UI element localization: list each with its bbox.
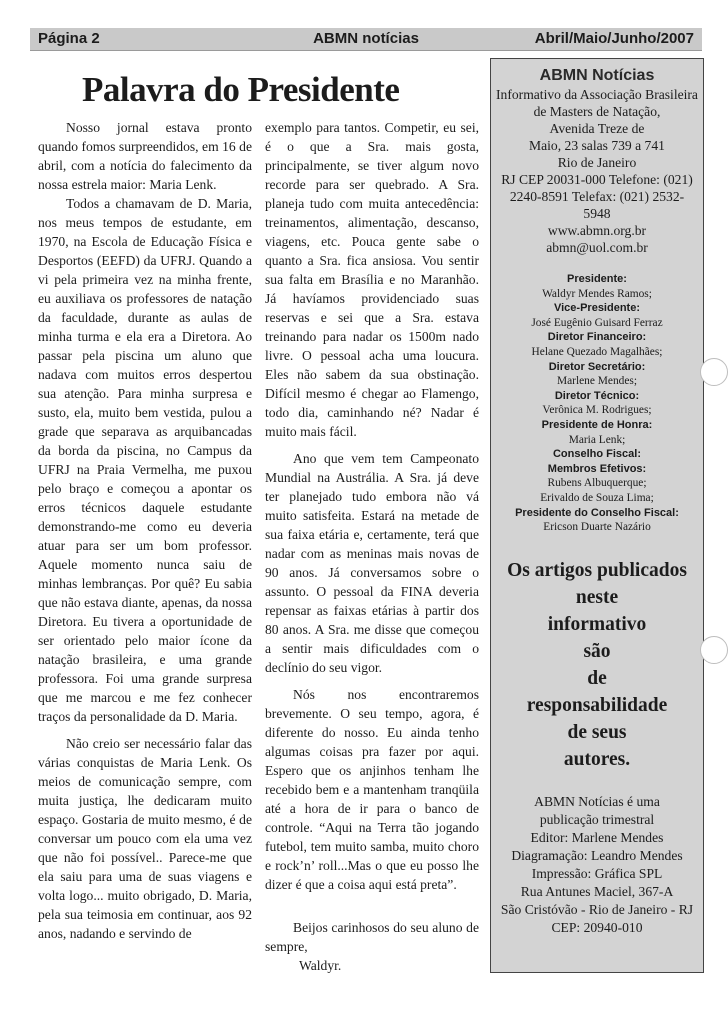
staff-name: Waldyr Mendes Ramos; [542, 287, 652, 300]
article-paragraph: Nós nos encontraremos brevemente. O seu tempo, agora, é diferente do nosso. Eu ainda tenho algumas coisas pra fazer por aqui. Espero que os anjinhos tenham lhe recebido bem e a mantenham tranqüila até a hora de ir para o banco de controle. “Aqui na Terra tão jogando futebol, tem muito samba, muito choro e rock’n’ roll...Mas o que eu posso lhe dizer é que a coisa aqui está preta”. [265, 687, 479, 892]
staff-name: José Eugênio Guisard Ferraz [531, 316, 663, 329]
credit-line: São Cristóvão - Rio de Janeiro - RJ [500, 901, 694, 917]
credit-line: Impressão: Gráfica SPL [531, 865, 663, 881]
staff-role: Membros Efetivos: [547, 462, 647, 475]
credit-line: publicação trimestral [539, 811, 655, 827]
staff-name: Helane Quezado Magalhães; [531, 345, 663, 358]
staff-role: Conselho Fiscal: [552, 448, 642, 461]
article-title: Palavra do Presidente [82, 70, 400, 109]
staff-role: Presidente do Conselho Fiscal: [515, 506, 679, 519]
sidebar-contact [491, 86, 703, 256]
staff-role: Presidente de Honra: [541, 418, 653, 431]
notice-line: autores. [563, 748, 631, 770]
article-paragraph: exemplo para tantos. Competir, eu sei, é o que a Sra. mais gosta, principalmente, se tiver algum novo recorde para ser quebrado. A Sra. planeja tudo com muita antecedência: treinamentos, alimentação, descanso, viagens, etc. Pouca gente sabe o quanto a Sra. fica ansiosa. Vou sentir sua falta em Brasília e no Maranhão. Já havíamos providenciado suas reservas e sei que a Sra. estava treinando para nadar os 1500m nado livre. O pessoal acha uma loucura. Eles não sabem da sua obstinação. Difícil mesmo é chegar ao Flamengo, todo dia, caminhando né? Nadar é muito mais fácil. [265, 120, 479, 439]
staff-role: Vice-Presidente: [553, 302, 640, 315]
contact-line: Maio, 23 salas 739 a 741 [529, 138, 665, 153]
notice-line: são [583, 640, 611, 662]
staff-name: Maria Lenk; [568, 433, 626, 446]
contact-line: 5948 [583, 206, 611, 221]
staff-name: Marlene Mendes; [556, 375, 638, 388]
credit-line: ABMN Notícias é uma [534, 793, 660, 809]
website: www.abmn.org.br [547, 223, 647, 238]
notice-line: responsabilidade [526, 694, 668, 716]
punch-hole [700, 636, 728, 664]
email: abmn@uol.com.br [546, 240, 648, 255]
staff-list [491, 272, 703, 535]
staff-name: Erivaldo de Souza Lima; [540, 491, 654, 504]
contact-line: Informativo da Associação Brasileira [496, 87, 698, 102]
notice-line: neste [575, 586, 619, 608]
disclaimer-notice [491, 557, 703, 773]
contact-line: RJ CEP 20031-000 Telefone: (021) [501, 172, 693, 187]
staff-role: Diretor Técnico: [554, 389, 640, 402]
article-column-middle [265, 118, 479, 975]
masthead-sidebar [490, 58, 704, 973]
staff-role: Diretor Financeiro: [547, 331, 647, 344]
credit-line: CEP: 20940-010 [551, 919, 643, 935]
page-header [30, 28, 702, 51]
contact-line: de Masters de Natação, [533, 104, 661, 119]
page-number: Página 2 [38, 30, 100, 47]
contact-line: Rio de Janeiro [557, 155, 637, 170]
punch-hole [700, 358, 728, 386]
article-paragraph: Nosso jornal estava pronto quando fomos surpreendidos, em 16 de abril, com a notícia do falecimento da nossa estrela maior: Maria Lenk. [38, 120, 252, 192]
article-paragraph: Não creio ser necessário falar das várias conquistas de Maria Lenk. Os meios de comunicação sempre, com muita justiça, lhe dedicaram muito espaço. Gostaria de muito mesmo, é de conversar um pouco com ela uma vez que não foi possível.. Parece-me que ela saiu para uma de suas viagens e volta logo... muito obrigado, D. Maria, pela sua teimosia em continuar, aos 92 anos, nadando e servindo de [38, 736, 252, 941]
staff-role: Presidente: [567, 273, 627, 285]
article-signature: Waldyr. [299, 958, 342, 973]
article-column-left [38, 118, 252, 943]
contact-line: Avenida Treze de [549, 121, 645, 136]
notice-line: de seus [567, 721, 627, 743]
credit-line: Rua Antunes Maciel, 367-A [520, 883, 674, 899]
staff-role: Diretor Secretário: [548, 360, 646, 373]
publication-name: ABMN notícias [313, 30, 419, 47]
staff-name: Verônica M. Rodrigues; [542, 404, 652, 417]
credit-line: Diagramação: Leandro Mendes [511, 847, 683, 863]
issue-date: Abril/Maio/Junho/2007 [534, 30, 694, 47]
credit-line: Editor: Marlene Mendes [530, 829, 664, 845]
article-paragraph: Ano que vem tem Campeonato Mundial na Austrália. A Sra. já deve ter planejado tudo embora não vá muito satisfeita. Estará na metade de sua faixa etária e, certamente, terá que nadar com as meninas mais novas de 90 anos. Já conversamos sobre o assunto. O pessoal da FINA deveria repensar as faixas etárias à partir dos 80 anos. A Sra. me disse que começou a sentir mais dificuldades com o declínio do seu vigor. [265, 451, 479, 675]
article-paragraph: Todos a chamavam de D. Maria, nos meus tempos de estudante, em 1970, na Escola de Educação Física e Desportos (EEFD) da UFRJ. Quando a vi pela primeira vez na minha frente, eu auxiliava os professores de natação da faculdade, durante as aulas de minha turma e ela era a Diretora. Ao passar pela piscina um aluno que nadava com muitos erros despertou sua atenção. Para minha surpresa e susto, ela, muito bem vestida, pulou a grade que separava as arquibancadas da borda da piscina, no Campus da UFRJ na Praia Vermelha, me puxou pelo braço e começou a apontar os erros técnicos daquele estudante demonstrando-me como eu deveria atuar para ser um bom professor. Aquele momento nunca saiu de minhas lembranças. Por quê? Eu sabia que não estava diante, apenas, da nossa Diretora. Eu tivera a oportunidade de ser orientado pelo maior ícone da natação brasileira, e uma grande professora. Foi uma grande surpresa que me marcou e me fez conhecer traços da personalidade da D. Maria. [38, 196, 252, 724]
notice-line: Os artigos publicados [507, 559, 687, 581]
staff-name: Ericson Duarte Nazário [543, 521, 651, 534]
notice-line: informativo [547, 613, 647, 635]
notice-line: de [587, 667, 607, 689]
sidebar-title: ABMN Notícias [539, 67, 655, 84]
contact-line: 2240-8591 Telefax: (021) 2532- [509, 189, 685, 204]
staff-name: Rubens Albuquerque; [547, 477, 647, 490]
article-closing: Beijos carinhosos do seu aluno de sempre, [265, 920, 479, 954]
publication-credits [491, 793, 703, 937]
